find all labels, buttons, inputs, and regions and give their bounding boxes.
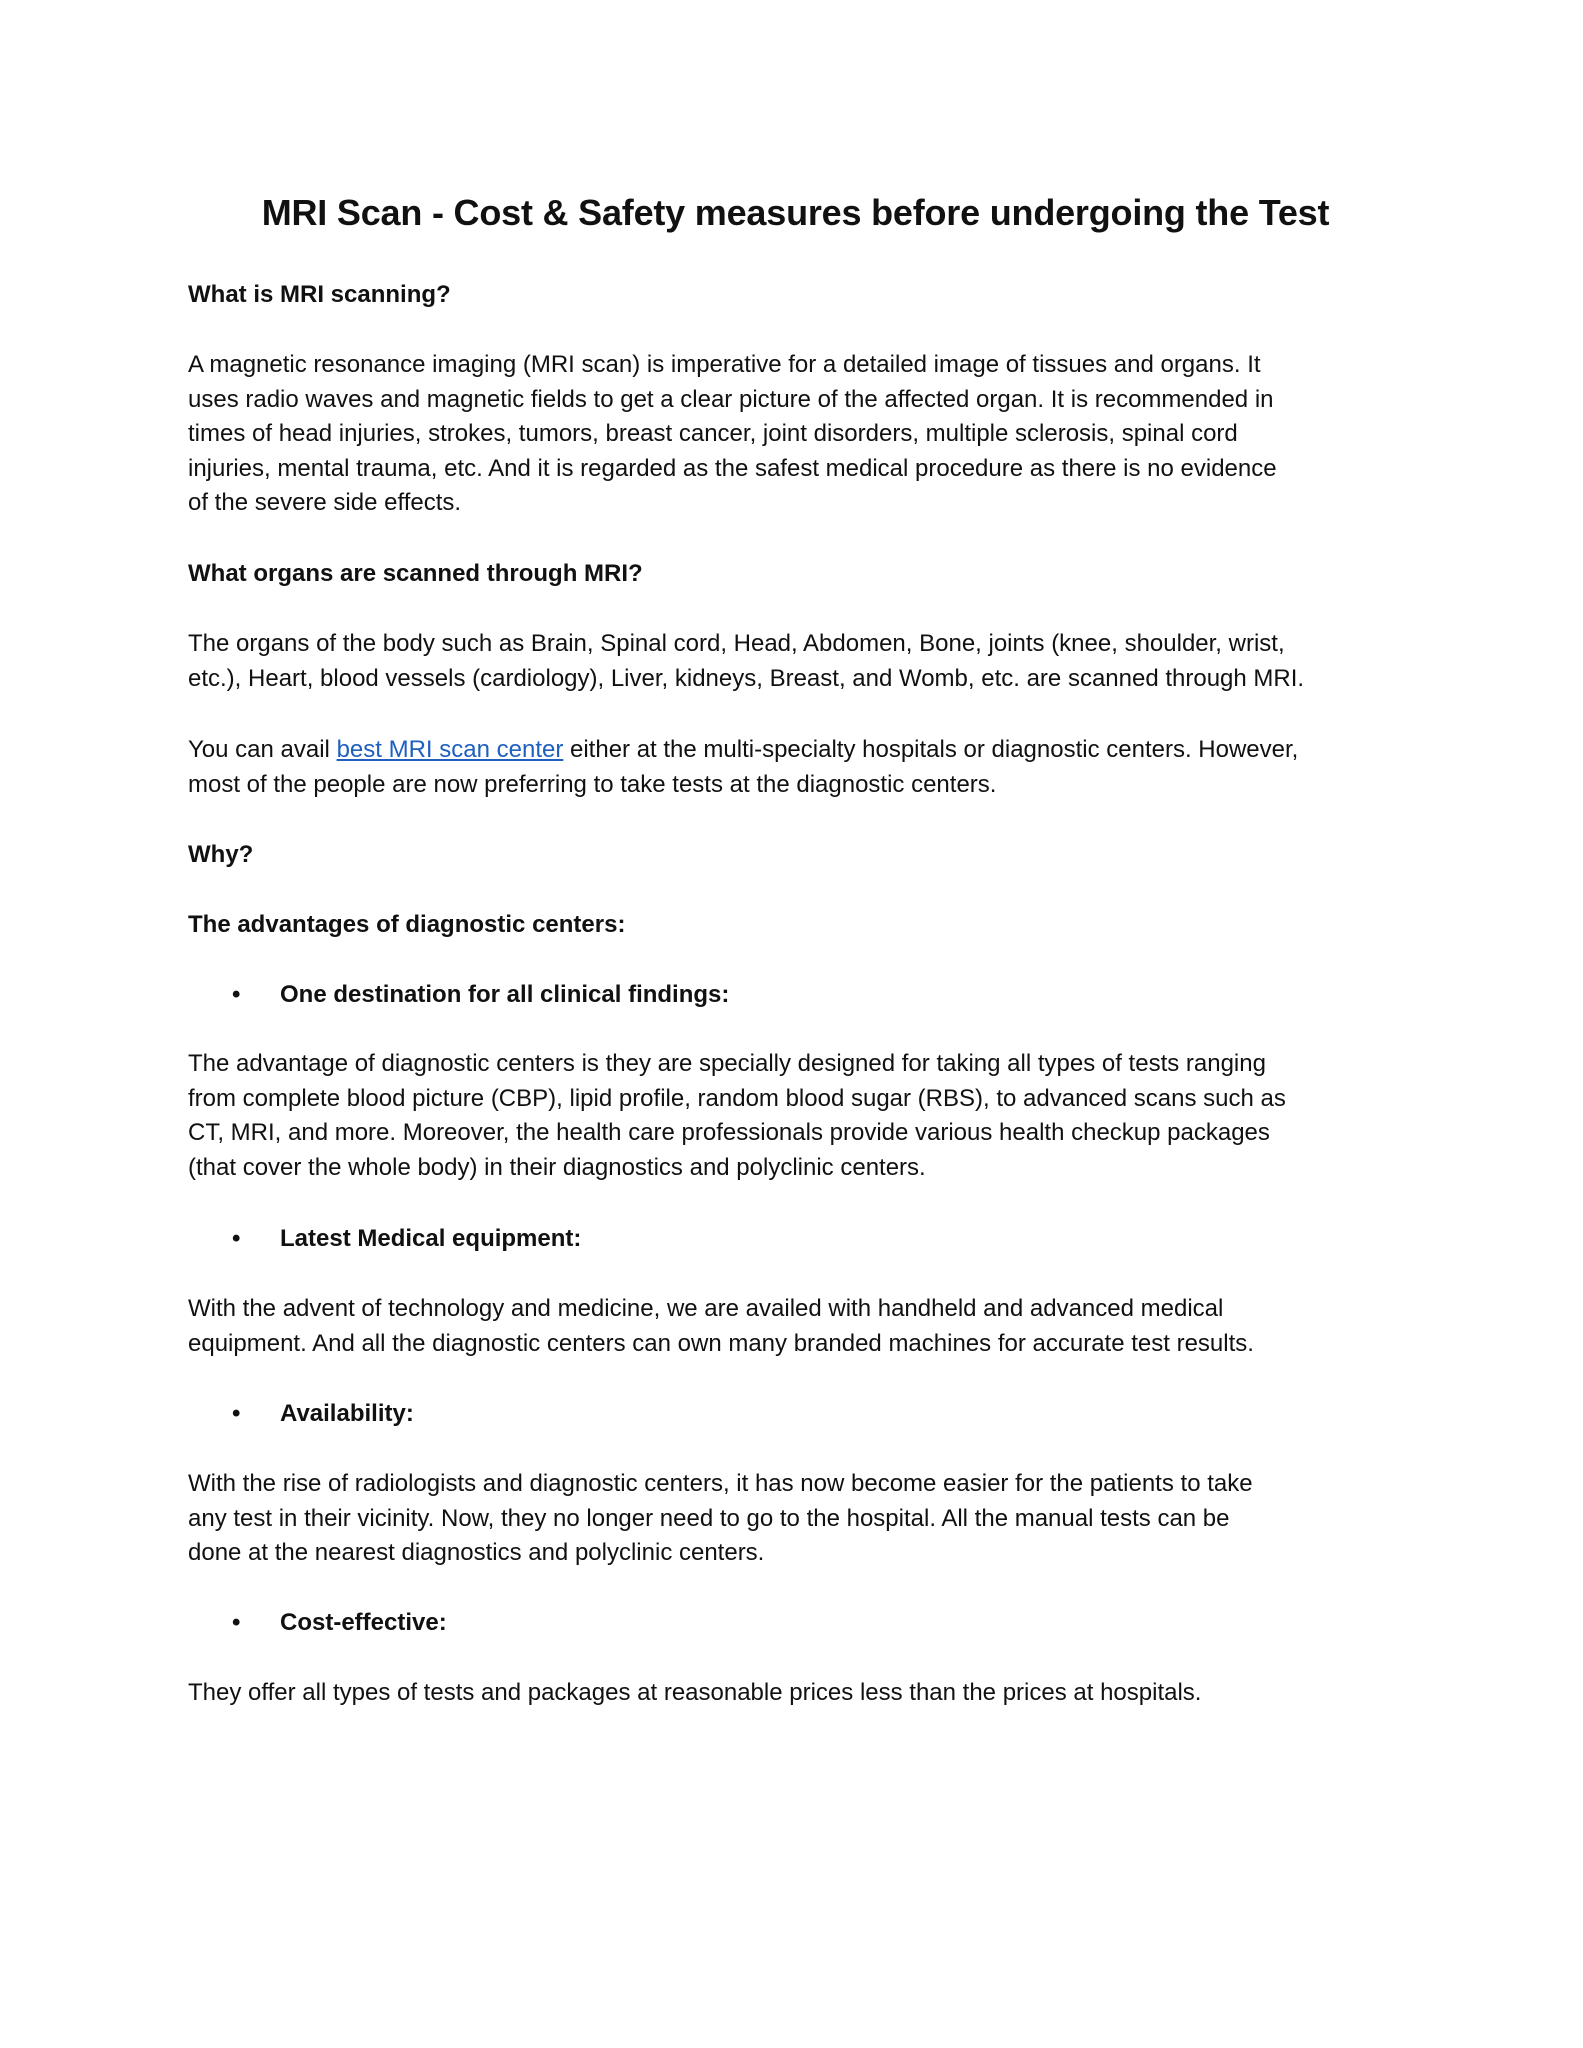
text-line: any test in their vicinity. Now, they no longer need to go to the hospital. All the manual tests can be bbox=[188, 1504, 1230, 1532]
bullet-availability bbox=[232, 1397, 414, 1431]
bullet-label: One destination for all clinical findings: bbox=[280, 981, 730, 1008]
text-line: They offer all types of tests and packages at reasonable prices less than the prices at hospitals. bbox=[188, 1679, 1202, 1706]
heading-organs-scanned: What organs are scanned through MRI? bbox=[188, 560, 643, 587]
text-line: A magnetic resonance imaging (MRI scan) is imperative for a detailed image of tissues and organs. It bbox=[188, 351, 1261, 378]
text-line: CT, MRI, and more. Moreover, the health care professionals provide various health checkup packages bbox=[188, 1119, 1270, 1147]
text-line: done at the nearest diagnostics and polyclinic centers. bbox=[188, 1539, 765, 1567]
heading-what-is-mri: What is MRI scanning? bbox=[188, 281, 451, 308]
bullet-latest-equipment bbox=[232, 1222, 581, 1256]
paragraph-availability bbox=[188, 1467, 1253, 1571]
text-line bbox=[188, 733, 1298, 768]
text-line: of the severe side effects. bbox=[188, 489, 462, 517]
avail-suffix: either at the multi-specialty hospitals or diagnostic centers. However, bbox=[563, 736, 1299, 763]
text-line: injuries, mental trauma, etc. And it is regarded as the safest medical procedure as there is no evidence bbox=[188, 454, 1277, 482]
heading-why: Why? bbox=[188, 841, 254, 868]
text-line: The organs of the body such as Brain, Spinal cord, Head, Abdomen, Bone, joints (knee, shoulder, wrist, bbox=[188, 630, 1285, 657]
document-page bbox=[188, 0, 1403, 2048]
text-line: The advantage of diagnostic centers is they are specially designed for taking all types of tests ranging bbox=[188, 1050, 1266, 1077]
best-mri-scan-center-link[interactable]: best MRI scan center bbox=[336, 736, 564, 763]
paragraph-what-is-mri bbox=[188, 348, 1277, 521]
bullet-icon: • bbox=[232, 1400, 241, 1427]
bullet-one-destination bbox=[232, 978, 729, 1012]
text-line: most of the people are now preferring to take tests at the diagnostic centers. bbox=[188, 770, 997, 798]
paragraph-cost-effective bbox=[188, 1676, 1201, 1711]
text-line: With the advent of technology and medicine, we are availed with handheld and advanced medical bbox=[188, 1295, 1224, 1322]
bullet-icon: • bbox=[232, 1609, 241, 1636]
bullet-icon: • bbox=[232, 981, 241, 1008]
bullet-cost-effective bbox=[232, 1606, 447, 1640]
text-line: equipment. And all the diagnostic centers can own many branded machines for accurate test results. bbox=[188, 1329, 1254, 1357]
paragraph-avail bbox=[188, 733, 1298, 802]
bullet-label: Latest Medical equipment: bbox=[280, 1225, 582, 1252]
avail-prefix: You can avail bbox=[188, 736, 337, 763]
text-line: times of head injuries, strokes, tumors, breast cancer, joint disorders, multiple sclerosis, spinal cord bbox=[188, 420, 1238, 448]
bullet-label: Availability: bbox=[280, 1400, 414, 1427]
text-line: (that cover the whole body) in their diagnostics and polyclinic centers. bbox=[188, 1153, 926, 1181]
text-line: uses radio waves and magnetic fields to get a clear picture of the affected organ. It is recommended in bbox=[188, 385, 1274, 413]
text-line: from complete blood picture (CBP), lipid profile, random blood sugar (RBS), to advanced scans such as bbox=[188, 1084, 1286, 1112]
page-title: MRI Scan - Cost & Safety measures before undergoing the Test bbox=[261, 192, 1330, 233]
bullet-icon: • bbox=[232, 1225, 241, 1252]
bullet-label: Cost-effective: bbox=[280, 1609, 447, 1636]
text-line: With the rise of radiologists and diagnostic centers, it has now become easier for the patients to take bbox=[188, 1470, 1253, 1497]
paragraph-organs bbox=[188, 627, 1304, 696]
paragraph-latest-equipment bbox=[188, 1292, 1254, 1361]
text-line: etc.), Heart, blood vessels (cardiology), Liver, kidneys, Breast, and Womb, etc. are scanned through MRI. bbox=[188, 664, 1305, 692]
heading-advantages: The advantages of diagnostic centers: bbox=[188, 911, 626, 938]
paragraph-one-destination bbox=[188, 1047, 1286, 1185]
